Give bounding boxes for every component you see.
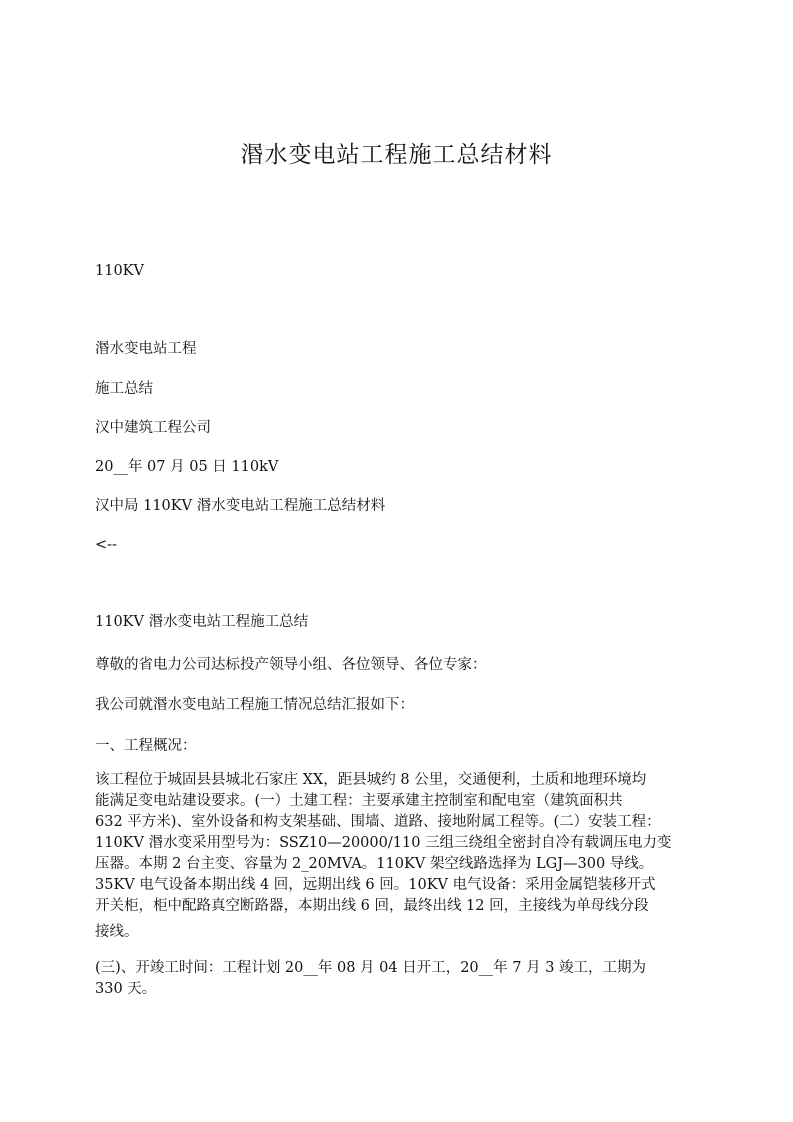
overview-line: 35KV 电气设备本期出线 4 回，远期出线 6 回。10KV 电气设备：采用金属铠装移开式 — [95, 877, 656, 893]
schedule-line: (三)、开竣工时间：工程计划 20__年 08 月 04 日开工，20__年 7 月 3 竣工，工期为 — [95, 960, 647, 976]
body-heading: 110KV 湣水变电站工程施工总结 — [95, 614, 309, 630]
overview-line: 接线。 — [95, 924, 139, 940]
schedule-line: 330 天。 — [95, 981, 157, 997]
cover-line-project-name: 湣水变电站工程 — [95, 341, 197, 357]
cover-line-voltage: 110KV — [95, 263, 144, 279]
overview-line: 开关柜，柜中配路真空断路器，本期出线 6 回，最终出线 12 回，主接线为单母线分段 — [95, 898, 649, 914]
intro: 我公司就湣水变电站工程施工情况总结汇报如下： — [95, 697, 414, 713]
document-title: 湣水变电站工程施工总结材料 — [240, 142, 553, 168]
overview-line: 该工程位于城固县县城北石家庄 XX，距县城约 8 公里，交通便利，土质和地理环境均 — [95, 772, 647, 788]
cover-line-date: 20__年 07 月 05 日 110kV — [95, 459, 279, 475]
cover-line-subtitle: 汉中局 110KV 湣水变电站工程施工总结材料 — [95, 498, 386, 514]
greeting: 尊敬的省电力公司达标投产领导小组、各位领导、各位专家： — [95, 657, 487, 673]
overview-line: 110KV 湣水变采用型号为：SSZ10—20000/110 三组三绕组全密封自冷有载调压电力变 — [95, 835, 672, 851]
cover-line-summary: 施工总结 — [95, 381, 153, 397]
cover-line-arrow: <-- — [95, 537, 117, 553]
cover-line-company: 汉中建筑工程公司 — [95, 420, 211, 436]
overview-line: 压器。本期 2 台主变、容量为 2_20MVA。110KV 架空线路选择为 LGJ—300 导线。 — [95, 856, 654, 872]
overview-line: 能满足变电站建设要求。(一）土建工程：主要承建主控制室和配电室（建筑面积共 — [95, 793, 623, 809]
overview-paragraph — [95, 770, 710, 943]
section1-heading: 一、工程概况： — [95, 738, 197, 754]
schedule-paragraph — [95, 958, 710, 1000]
overview-line: 632 平方米)、室外设备和构支架基础、围墙、道路、接地附属工程等。(二）安装工程： — [95, 814, 661, 830]
